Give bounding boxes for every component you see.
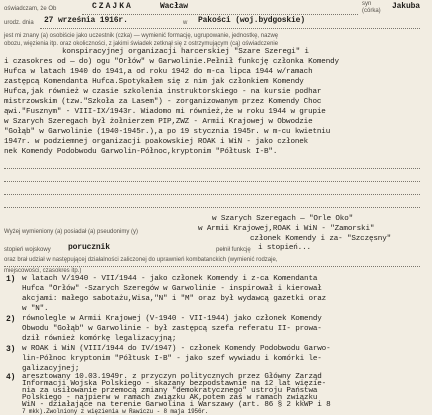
form-line-5: pełnił funkcję (216, 247, 251, 253)
item-line: w ROAK i WiN (VIII/1944 do IV/1947) - członek Komendy Podobwodu Garwo- (22, 345, 331, 353)
form-line-6: oraz brał udział w następującej działalności zaliczonej do uprawnień kombatanckich (wymienić rodzaje, (4, 257, 278, 263)
section1-line: Hufca w latach 1940 do 1941,a od roku 1942 do m-ca lipca 1944 w/ramach (4, 68, 313, 76)
section1-line: ąwi."Fusznym" - VIII-IX/1943r. Wiadomo mi również,że w roku 1944 w grupie (4, 108, 326, 116)
item-number: 2) (6, 315, 16, 324)
rank: porucznik (68, 243, 110, 252)
surname-dotted-line (82, 13, 358, 15)
item-line: w "N". (22, 305, 49, 313)
item-line: Informacji Wojska Polskiego - skazany bezpodstawnie na 12 lat więzie- (22, 380, 327, 388)
item-line: Hufca "Orłów" -Szarych Szeregów w Garwolinie - inspirował i kierował (22, 285, 322, 293)
blank-dotted-line (4, 167, 420, 169)
section1-line: i czasokres od — do) ogu "Orłów" w Garwolinie.Pełnił funkcję członka Komendy (4, 58, 339, 66)
form-line-4: stopień wojskowy (4, 247, 51, 253)
section1-line: konspiracyjnej organizacji harcerskiej "Szare Szeregi" i (62, 48, 309, 56)
label-urodz: urodz. dnia (4, 20, 34, 26)
item-line: nia za usiłowanie przemocą zmiany "demokratycznego" ustroju Państwa (22, 387, 318, 395)
birth-dotted-line (40, 27, 420, 29)
section1-line: w Szarych Szeregach był żołnierzem PIP,ZWZ - Armii Krajowej w Obwodzie (4, 118, 313, 126)
form-line-2: obozu, więzienia itp. oraz okoliczności, z jakimi świadek zetknął się z ostrzymującym (cą) oświadczenie (4, 41, 279, 47)
form-line-1: jest mi znany (a) osobiście jako uczestnik (czka) — wymienić formację, ugrupowanie, jednostkę, nazwę (4, 33, 279, 39)
item-line: aresztowany 10.03.1949r. z przyczyn politycznych przez Główny Zarząd (22, 373, 322, 381)
birth-date: 27 września 1916r. (44, 16, 128, 25)
birth-place: Pakości (woj.bydgoskie) (198, 16, 305, 25)
first-name: Wacław (160, 2, 188, 11)
blank-dotted-line (4, 180, 420, 182)
pseudonym-line: w Armii Krajowej,ROAK i WiN - "Zamorski" (198, 225, 375, 233)
label-w: w (183, 20, 188, 26)
label-oswiadczam: oświadczam, że Ob (4, 6, 57, 12)
pseudonym-line: członek Komendy i za- "Szczęsny" (250, 235, 392, 243)
item-line: akcjami: małego sabotażu,Wisa,"N" i "M" oraz był wydawcą gazetki oraz (22, 295, 327, 303)
surname: CZAJKA (92, 2, 133, 11)
function-value: i stopień... (258, 244, 311, 252)
item-line: lin-Północ kryptonim "Półtusk I-B" - jako szef wywiadu i komórki le- (22, 355, 322, 363)
item-line: Polskiego - najpierw w ramach związku AK,potem zaś w ramach związku (22, 394, 318, 402)
item-line: w latach V/1940 - VII/1944 - jako członek Komendy i z-ca Komendanta (22, 275, 318, 283)
item-line: WiN - działające na terenie Garwolina i Warszawy (art. 86 § 2 kkWP i 8 (22, 401, 331, 409)
item-line: galizacyjnej; (22, 365, 80, 373)
form-line-7: miejscowości, czasokres itp.) (4, 268, 82, 274)
pseudonym-line: w Szarych Szeregach — "Orle Oko" (212, 215, 354, 223)
section1-line: 1947r. w podziemnej organizacji poakowskiej ROAK i WiN - jako członek (4, 138, 309, 146)
section1-line: zastępcą Komendanta Hufca.Spotykałem się z nim jak członkiem Komendy (4, 78, 304, 86)
label-corka: (córka) (362, 8, 381, 14)
section1-line: Hufca,jak również w czasie szkolenia instruktorskiego - na kursie podhar (4, 88, 322, 96)
label-syn: syn (362, 1, 372, 7)
section1-line: mistrzowskim (tzw."Szkoła za Lasem") - zorganizowanym przez Komendy Choc (4, 98, 322, 106)
section1-line: nek Komendy Podobwodu Garwolin-Północ,kryptonim "Półtusk I-B". (4, 148, 278, 156)
blank-dotted-line (4, 206, 420, 208)
item-number: 4) (6, 373, 16, 382)
item-number: 3) (6, 345, 16, 354)
item-number: 1) (6, 275, 16, 284)
item-line: Obwodu "Gołąb" w Garwolinie - był zastępcą szefa referatu II- prowa- (22, 325, 322, 333)
item-line: dził również komórkę legalizacyjną; (22, 335, 177, 343)
section1-line: "Gołąb" w Garwolinie (1940-1945r.),a po 19 stycznia 1945r. w m-cu kwietniu (4, 128, 331, 136)
item-line: 7 mkk).Zwolniony z więzienia w Rawiczu - 8 maja 1956r. (22, 408, 209, 415)
form-line-3: Wyżej wymieniony (a) posiadał (a) pseudonimy (y) (4, 229, 138, 235)
item-line: równolegle w Armii Krajowej (V-1940 - VII-1944) jako członek Komendy (22, 315, 322, 323)
blank-dotted-line (4, 193, 420, 195)
father-name: Jakuba (392, 2, 420, 11)
blank-dotted-line (4, 265, 420, 267)
